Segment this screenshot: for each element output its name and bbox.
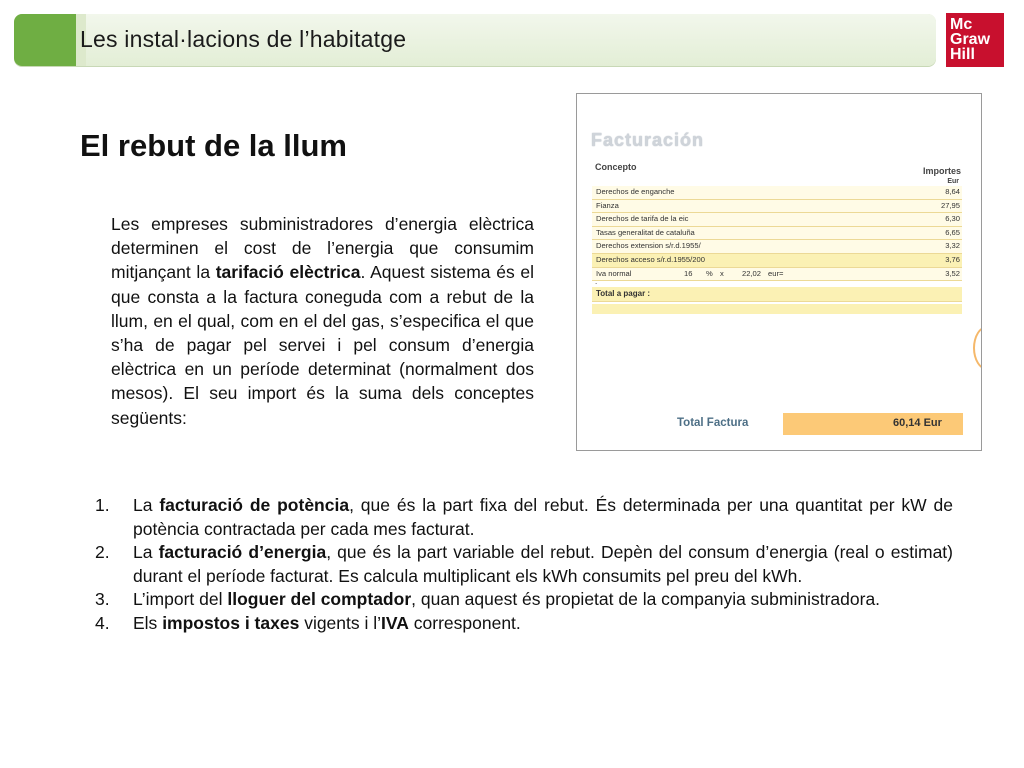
intro-paragraph	[111, 212, 534, 430]
invoice-title: Facturación	[591, 130, 705, 150]
invoice-currency: Eur	[947, 178, 959, 185]
iva-unit: eur=	[768, 268, 784, 278]
concept-item	[95, 588, 953, 612]
concept-bold: IVA	[381, 612, 409, 633]
header-title: Les instal·lacions de l’habitatge	[80, 26, 407, 52]
invoice-row-value: 8,64	[945, 187, 960, 196]
invoice-dot: .	[595, 277, 598, 286]
logo-line: Graw	[950, 31, 991, 48]
invoice-decoration	[973, 326, 982, 370]
total-factura-value: 60,14 Eur	[893, 417, 942, 429]
invoice-row-name: Fianza	[596, 200, 619, 210]
iva-times: x	[720, 268, 724, 278]
concept-text: , que és la part fixa del rebut. És determinada per una quantitat per kW de potència contractada per cada mes facturat.	[133, 495, 953, 539]
invoice-row-name: Tasas generalitat de cataluña	[596, 227, 695, 237]
concept-text: vigents i l’	[299, 612, 382, 633]
concept-number: 2.	[95, 542, 110, 563]
concept-number: 4.	[95, 612, 110, 633]
iva-name: Iva normal	[596, 268, 632, 278]
invoice-image	[576, 93, 982, 451]
invoice-row-name: Derechos acceso s/r.d.1955/200	[596, 254, 705, 264]
concept-text: L’import del	[133, 589, 228, 610]
concept-item	[95, 612, 953, 636]
invoice-row-name: Derechos de tarifa de la eic	[596, 214, 689, 224]
concept-text: , quan aquest és propietat de la companyia subministradora.	[411, 589, 881, 610]
concept-number: 1.	[95, 495, 110, 515]
invoice-row	[592, 254, 962, 268]
invoice-rows	[592, 186, 962, 281]
concept-text: , que és la part variable del rebut. Depèn del consum d’energia (real o estimat) durant el període facturat. Es calcula multiplicant els kWh consumits pel preu del kWh.	[133, 542, 953, 586]
concept-item	[95, 541, 953, 588]
invoice-row-value: 27,95	[940, 200, 960, 210]
invoice-row-value: 6,65	[945, 227, 960, 237]
concept-text: corresponent.	[408, 612, 521, 633]
mcgraw-hill-logo	[946, 13, 1004, 67]
total-factura-label: Total Factura	[677, 417, 749, 429]
invoice-header	[595, 162, 961, 176]
invoice-row	[592, 186, 962, 200]
invoice-row	[592, 227, 962, 241]
invoice-col-amount: Importes	[922, 166, 961, 176]
page-title: El rebut de la llum	[80, 128, 347, 163]
invoice-row-value: 3,76	[945, 254, 960, 264]
header-accent	[14, 14, 76, 66]
concept-text: La	[133, 495, 160, 515]
concept-item	[95, 494, 953, 541]
invoice-row	[592, 213, 962, 227]
iva-base: 22,02	[742, 268, 762, 278]
concept-number: 3.	[95, 589, 110, 610]
invoice-row	[592, 240, 962, 254]
concept-bold: lloguer del comptador	[227, 589, 412, 610]
concept-text: La	[133, 542, 159, 563]
invoice-iva-row	[592, 268, 962, 282]
invoice-row	[592, 200, 962, 214]
logo-line: Mc	[950, 16, 973, 33]
total-pagar-label: Total a pagar :	[596, 289, 651, 298]
concept-bold: facturació de potència	[159, 495, 350, 515]
invoice-row-name: Derechos de enganche	[596, 187, 675, 196]
invoice-row-value: 6,30	[945, 214, 960, 224]
invoice-col-concept: Concepto	[595, 162, 637, 172]
intro-bold-term: tarifació elèctrica	[215, 262, 361, 283]
invoice-band	[592, 304, 962, 314]
iva-value: 3,52	[945, 268, 960, 278]
total-factura-box	[783, 413, 963, 435]
concept-bold: impostos i taxes	[162, 612, 300, 633]
logo-line: Hill	[950, 46, 975, 63]
invoice-total-pagar	[592, 287, 962, 302]
invoice-row-value: 3,32	[945, 241, 960, 251]
concept-bold: facturació d’energia	[158, 542, 327, 563]
invoice-row-name: Derechos extension s/r.d.1955/	[596, 241, 701, 251]
iva-pct-sign: %	[706, 268, 713, 278]
intro-text: Les empreses subministradores d’energia elèctrica determinen el cost de l’energia que consumim mitjançant la	[111, 214, 534, 283]
intro-text: . Aquest sistema és el que consta a la factura coneguda com a rebut de la llum, en el qual, com en el del gas, s’especifica el que s’ha de pagar pel servei i pel consum d’energia elèctrica en un període determinat (normalment dos mesos). El seu import és la suma dels conceptes següents:	[111, 262, 534, 428]
concept-text: Els	[133, 612, 163, 633]
concepts-list	[95, 494, 953, 636]
iva-pct: 16	[684, 268, 693, 278]
